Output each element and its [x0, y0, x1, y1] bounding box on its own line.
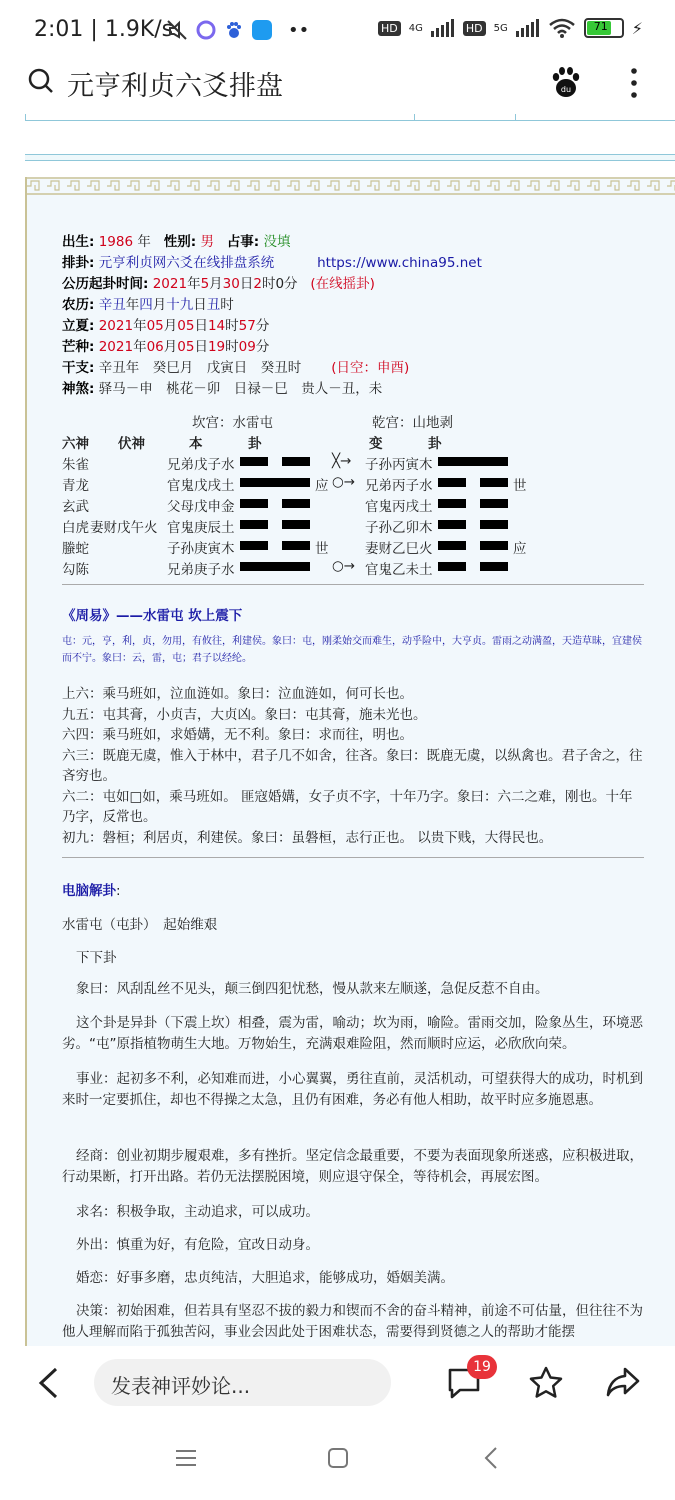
- yin-line: [438, 499, 508, 508]
- gongli-mode: (在线摇卦): [310, 276, 375, 292]
- lixia-label: 立夏:: [62, 318, 95, 334]
- lixia-minute: 57: [238, 318, 256, 334]
- bian-yao-cell: 妻财乙巳火: [365, 541, 433, 557]
- mangzhong-line: 芒种: 2021年06月05日19时09分: [62, 339, 270, 355]
- nongli-label: 农历:: [62, 297, 95, 313]
- page-title[interactable]: 元亨利贞六爻排盘: [67, 71, 283, 102]
- yao-text: [62, 684, 644, 848]
- ben-yao-line: [240, 537, 310, 553]
- bian-yao-cell: 官鬼丙戌土: [365, 499, 433, 515]
- ganzhi-line: [62, 356, 409, 376]
- mangzhong-month: 06: [146, 339, 164, 355]
- lixia-day: 05: [177, 318, 195, 334]
- gongli-month: 5: [200, 276, 210, 292]
- liushen-cell: 青龙: [62, 478, 89, 494]
- shi-ying-mark: 世: [315, 541, 329, 557]
- recent-apps-icon[interactable]: [175, 1448, 197, 1468]
- lixia-hour: 14: [207, 318, 226, 334]
- ben-yao-line: [240, 453, 310, 469]
- yin-line: [240, 520, 310, 529]
- shensha-line: [62, 377, 382, 397]
- header-bian: 变: [369, 436, 383, 452]
- header-gua: 卦: [248, 436, 262, 452]
- liushen-cell: 螣蛇: [62, 541, 89, 557]
- jiegua-colon: :: [116, 883, 121, 899]
- search-icon[interactable]: [28, 68, 54, 94]
- yang-line: [240, 478, 310, 487]
- nongli-day: 十九: [166, 297, 194, 313]
- yin-line: [438, 520, 508, 529]
- favorite-star-icon[interactable]: [529, 1366, 563, 1398]
- nav-back-icon[interactable]: [484, 1446, 498, 1470]
- yin-line: [240, 541, 310, 550]
- ganzhi-label: 干支:: [62, 360, 95, 376]
- baidu-paw-small-icon: [224, 20, 244, 40]
- svg-text:du: du: [560, 85, 572, 94]
- mangzhong-day: 05: [177, 339, 195, 355]
- main-palace: 坎宫：水雷屯: [192, 415, 273, 431]
- bian-shi-ying-mark: 世: [513, 478, 527, 494]
- more-options-icon[interactable]: [626, 66, 642, 100]
- ben-yao-cell: 官鬼戊戌土: [167, 478, 235, 494]
- jiegua-para: 外出：慎重为好，有危险，宜改日动身。: [76, 1237, 319, 1253]
- matter-label: 占事:: [226, 234, 260, 250]
- battery-icon: [584, 18, 624, 38]
- yin-line: [240, 457, 310, 466]
- ben-yao-line: [240, 516, 310, 532]
- bian-yao-line: [438, 474, 508, 490]
- web-content: [25, 114, 675, 1346]
- ben-yao-cell: 官鬼庚辰土: [167, 520, 235, 536]
- net-4g: 4G: [408, 22, 423, 34]
- yin-line: [438, 541, 508, 550]
- ben-yao-cell: 子孙庚寅木: [167, 541, 235, 557]
- lixia-line: 立夏: 2021年05月05日14时57分: [62, 318, 270, 334]
- divider: [62, 584, 644, 585]
- yao-line: 六四：乘马班如，求婚媾，无不利。象曰：求而往，明也。: [62, 727, 413, 743]
- ben-yao-line: [240, 558, 310, 574]
- table-bottom-rule: [25, 120, 675, 121]
- status-speed: 1.9K/s: [104, 17, 174, 42]
- net-5g: 5G: [493, 22, 508, 34]
- app-icon-blue: [252, 20, 272, 40]
- lixia-month: 05: [146, 318, 164, 334]
- header-fushen: 伏神: [118, 436, 145, 452]
- status-time: 2:01: [34, 17, 84, 42]
- zhouyi-summary: 屯：元，亨，利，贞，勿用，有攸往，利建侯。象曰：屯，刚柔始交而难生，动乎险中，大亨贞。雷雨之动满盈，天造草昧，宜建侯而不宁。象曰：云，雷，屯；君子以经纶。: [62, 636, 642, 664]
- hd-badge-2: HD: [463, 21, 486, 36]
- yin-line: [438, 562, 508, 571]
- yao-line: 初九：磐桓；利居贞，利建侯。象曰：虽磐桓，志行正也。 以贵下贱，大得民也。: [62, 829, 553, 846]
- nongli-hour: 丑: [206, 297, 221, 313]
- status-separator: |: [90, 17, 98, 42]
- jiegua-title: 电脑解卦: [62, 883, 116, 899]
- ben-yao-cell: 父母戊申金: [167, 499, 235, 515]
- bian-yao-line: [438, 516, 508, 532]
- yin-line: [240, 499, 310, 508]
- bian-yao-cell: 兄弟丙子水: [365, 478, 433, 494]
- gongli-day: 30: [222, 276, 240, 292]
- home-icon[interactable]: [327, 1447, 349, 1469]
- jiegua-para: 婚恋：好事多磨，忠贞纯洁，大胆追求，能够成功，婚姻美满。: [76, 1270, 454, 1286]
- wifi-icon: [548, 18, 576, 38]
- nongli-line: 农历: 辛丑年四月十九日丑时: [62, 297, 234, 313]
- fushen-cell: 妻财戊午火: [90, 520, 158, 536]
- birth-label: 出生:: [62, 234, 95, 250]
- gongli-minute: 0: [275, 276, 285, 292]
- battery-level: 71: [593, 20, 608, 33]
- more-notifications-icon: ••: [288, 19, 310, 41]
- bian-yao-cell: 子孙乙卯木: [365, 520, 433, 536]
- liushen-cell: 朱雀: [62, 457, 89, 473]
- app-icon-chat: [196, 20, 216, 40]
- divider: [62, 857, 644, 858]
- mangzhong-minute: 09: [238, 339, 256, 355]
- comment-placeholder: 发表神评妙论...: [111, 1374, 251, 1398]
- jiegua-para: 经商：创业初期步履艰难，多有挫折。坚定信念最重要，不要为表面现象所迷惑，应积极进取，行动果断，打开出路。若仍无法摆脱困境，则应退守保全，等待机会，再展宏图。: [62, 1148, 643, 1185]
- comment-count-badge: 19: [467, 1355, 497, 1379]
- birth-line: [62, 230, 291, 250]
- mangzhong-year: 2021: [98, 339, 134, 355]
- moving-mark: ╳→: [332, 453, 352, 469]
- year-unit: 年: [137, 234, 151, 250]
- ben-yao-cell: 兄弟戊子水: [167, 457, 235, 473]
- back-icon[interactable]: [36, 1366, 60, 1400]
- shensha-label: 神煞:: [62, 381, 95, 397]
- header-gua-changed: 卦: [428, 436, 442, 452]
- kongwang-value: (日空：申酉): [331, 360, 410, 376]
- share-icon[interactable]: [605, 1366, 641, 1398]
- shi-ying-mark: 应: [315, 478, 329, 494]
- yao-line: 六三：既鹿无虞，惟入于林中，君子几不如舍，往吝。象曰：既鹿无虞，以纵禽也。君子舍之，往吝穷也。: [62, 747, 643, 784]
- jiegua-para: 象曰：风刮乱丝不见头，颠三倒四犯忧愁，慢从款来左顺遂，急促反惹不自由。: [76, 981, 549, 997]
- nongli-month: 四: [139, 297, 153, 313]
- bian-yao-cell: 官鬼乙未土: [365, 562, 433, 578]
- double-rule: [25, 154, 675, 161]
- jiegua-para: 求名：积极争取，主动追求，可以成功。: [76, 1204, 319, 1220]
- paigua-url-link[interactable]: https://www.china95.net: [317, 255, 482, 271]
- jiegua-para: 决策：初始困难，但若具有坚忍不拔的毅力和锲而不舍的奋斗精神，前途不可估量，但往往不为他人理解而陷于孤独苦闷，事业会因此处于困难状态，需要得到贤德之人的帮助才能摆: [62, 1303, 643, 1340]
- yang-line: [438, 457, 508, 466]
- jiegua-heading: [62, 879, 121, 899]
- paigua-system-link[interactable]: 元亨利贞网六爻在线排盘系统: [98, 255, 275, 271]
- ganzhi-value: 辛丑年 癸巳月 戊寅日 癸丑时: [98, 360, 302, 376]
- yao-line: 上六：乘马班如，泣血涟如。象曰：泣血涟如，何可长也。: [62, 686, 413, 702]
- signal-icon-2: [516, 19, 540, 37]
- matter-value: 没填: [263, 234, 291, 250]
- gongli-year: 2021: [152, 276, 188, 292]
- hd-badge: HD: [378, 21, 401, 36]
- mangzhong-label: 芒种:: [62, 339, 95, 355]
- status-bar: [0, 0, 675, 60]
- jiegua-para: 事业：起初多不利，必知难而进，小心翼翼，勇往直前，灵活机动，可望获得大的成功，时机到来时一定要抓住，却也不得操之太急，且仍有困难，务必有他人相助，故平时应多施恩惠。: [62, 1071, 643, 1108]
- yang-line: [240, 562, 310, 571]
- gongli-hour: 2: [253, 276, 262, 292]
- charging-icon: ⚡: [631, 18, 643, 38]
- ben-yao-line: [240, 474, 310, 490]
- moving-mark: ○→: [332, 558, 356, 574]
- zhouyi-title: 《周易》——水雷屯 坎上震下: [62, 608, 243, 624]
- ben-yao-line: [240, 495, 310, 511]
- liushen-cell: 白虎: [62, 520, 89, 536]
- bian-shi-ying-mark: 应: [513, 541, 527, 557]
- header-liushen: 六神: [62, 436, 89, 452]
- gender-label: 性别:: [163, 234, 197, 250]
- nongli-year: 辛丑: [98, 297, 126, 313]
- liushen-cell: 玄武: [62, 499, 89, 515]
- bian-yao-line: [438, 537, 508, 553]
- shensha-value: 驿马－申 桃花－卯 日禄－巳 贵人－丑，未: [98, 381, 383, 397]
- lixia-year: 2021: [98, 318, 134, 334]
- ben-yao-cell: 兄弟庚子水: [167, 562, 235, 578]
- gongli-line: 公历起卦时间: 2021年5月30日2时0分 (在线摇卦): [62, 276, 375, 292]
- yao-line: 六二：屯如□如，乘马班如。 匪寇婚媾，女子贞不字，十年乃字。象曰：六二之难，刚也。十年乃字，反常也。: [62, 788, 633, 825]
- yao-line: 九五：屯其膏，小贞吉，大贞凶。象曰：屯其膏，施未光也。: [62, 706, 427, 723]
- bian-yao-line: [438, 495, 508, 511]
- decorative-border: [27, 177, 675, 195]
- mute-icon: [166, 19, 188, 41]
- mangzhong-hour: 19: [207, 339, 226, 355]
- changed-palace: 乾宫：山地剥: [372, 415, 453, 431]
- jiegua-name: 水雷屯（屯卦） 起始维艰: [62, 917, 218, 933]
- signal-icon: [431, 19, 455, 37]
- jiegua-para: 这个卦是异卦（下震上坎）相叠，震为雷，喻动；坎为雨，喻险。雷雨交加，险象丛生，环境恶劣。“屯”原指植物萌生大地。万物始生，充满艰难险阻，然而顺时应运，必欣欣向荣。: [62, 1015, 643, 1052]
- paigua-label: 排卦:: [62, 255, 95, 271]
- jiegua-rank: 下下卦: [76, 950, 117, 966]
- baidu-paw-icon[interactable]: [551, 66, 581, 98]
- moving-mark: ○→: [332, 474, 356, 490]
- gender-value: 男: [200, 234, 214, 250]
- result-panel: [25, 177, 675, 1346]
- system-nav-bar: [0, 1422, 675, 1500]
- bian-yao-cell: 子孙丙寅木: [365, 457, 433, 473]
- gongli-label: 公历起卦时间:: [62, 276, 149, 292]
- header-ben: 本: [189, 436, 203, 452]
- liushen-cell: 勾陈: [62, 562, 89, 578]
- bian-yao-line: [438, 453, 508, 469]
- yin-line: [438, 478, 508, 487]
- paigua-line: [62, 251, 482, 271]
- bian-yao-line: [438, 558, 508, 574]
- birth-year: 1986: [98, 234, 134, 250]
